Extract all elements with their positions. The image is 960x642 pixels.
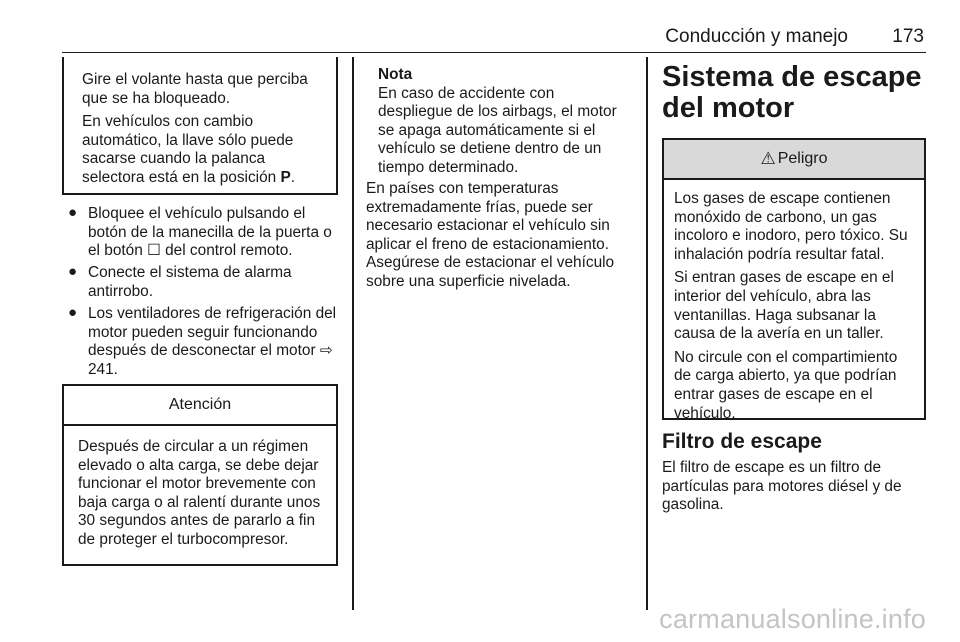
exhaust-filter-paragraph: El filtro de escape es un filtro de partículas para motores diésel y de gasolina. [662, 459, 902, 514]
automatic-gear-text: En vehículos con cambio automático, la llave sólo puede sacarse cuando la palanca selectora está en la posición [82, 113, 294, 186]
bullet-alarm [62, 264, 342, 301]
page-header [62, 24, 926, 53]
bullet-dot: ● [68, 263, 78, 280]
bullet-text: Bloquee el vehículo pulsando el botón de la manecilla de la puerta o el botón ☐ del control remoto. [88, 205, 332, 260]
note-body: En caso de accidente con despliegue de los airbags, el motor se apaga automáticamente si el vehículo se detiene dentro de un tiempo determinado. [378, 84, 617, 176]
danger-title: Peligro [777, 150, 828, 167]
steering-paragraph: Gire el volante hasta que perciba que se ha bloqueado. [82, 71, 308, 107]
automatic-gear-paragraph [82, 113, 326, 187]
bullet-text: Conecte el sistema de alarma antirrobo. [88, 264, 292, 300]
danger-header [664, 140, 924, 180]
note-title: Nota [378, 66, 413, 83]
warning-icon: ⚠ [760, 149, 776, 168]
cold-countries-paragraph: En países con temperaturas extremadamente frías, puede ser necesario estacionar el vehículo sin aplicar el freno de estacionamiento. Asegúrese de estacionar el vehículo sobre una superficie nivelada. [366, 180, 615, 290]
danger-box [662, 138, 926, 420]
watermark: carmanualsonline.info [659, 604, 926, 634]
danger-paragraph-2: Si entran gases de escape en el interior del vehículo, abra las ventanillas. Haga subsanar la causa de la avería en un taller. [674, 269, 894, 343]
attention-title: Atención [64, 386, 336, 426]
bullet-fans [62, 305, 342, 379]
bullet-lock-vehicle [62, 205, 342, 261]
danger-paragraph-1: Los gases de escape contienen monóxido de carbono, un gas incoloro e inodoro, pero tóxico. Su inhalación podría resultar fatal. [674, 190, 908, 263]
page-number: 173 [892, 26, 924, 47]
bullet-text: Los ventiladores de refrigeración del motor pueden seguir funcionando después de desconectar el motor ⇨ 241. [88, 305, 337, 378]
column-divider-2 [646, 57, 648, 610]
attention-body: Después de circular a un régimen elevado o alta carga, se debe dejar funcionar el motor brevemente con baja carga o al ralentí durante unos 30 segundos antes de pararlo a fin de proteger el turbocompresor. [78, 438, 321, 548]
period: . [290, 168, 296, 186]
column-divider-1 [352, 57, 354, 610]
header-title: Conducción y manejo [665, 26, 848, 47]
bullet-dot: ● [68, 304, 78, 321]
bullet-dot: ● [68, 204, 78, 221]
danger-paragraph-3: No circule con el compartimiento de carga abierto, ya que podrían entrar gases de escape en el vehículo. [674, 348, 898, 422]
note-block [372, 66, 640, 178]
gear-position-p: P [280, 168, 291, 186]
subsection-heading: Filtro de escape [662, 430, 822, 453]
steering-lock-box [62, 57, 338, 195]
section-heading: Sistema de escape del motor [662, 61, 922, 124]
attention-box [62, 384, 338, 566]
